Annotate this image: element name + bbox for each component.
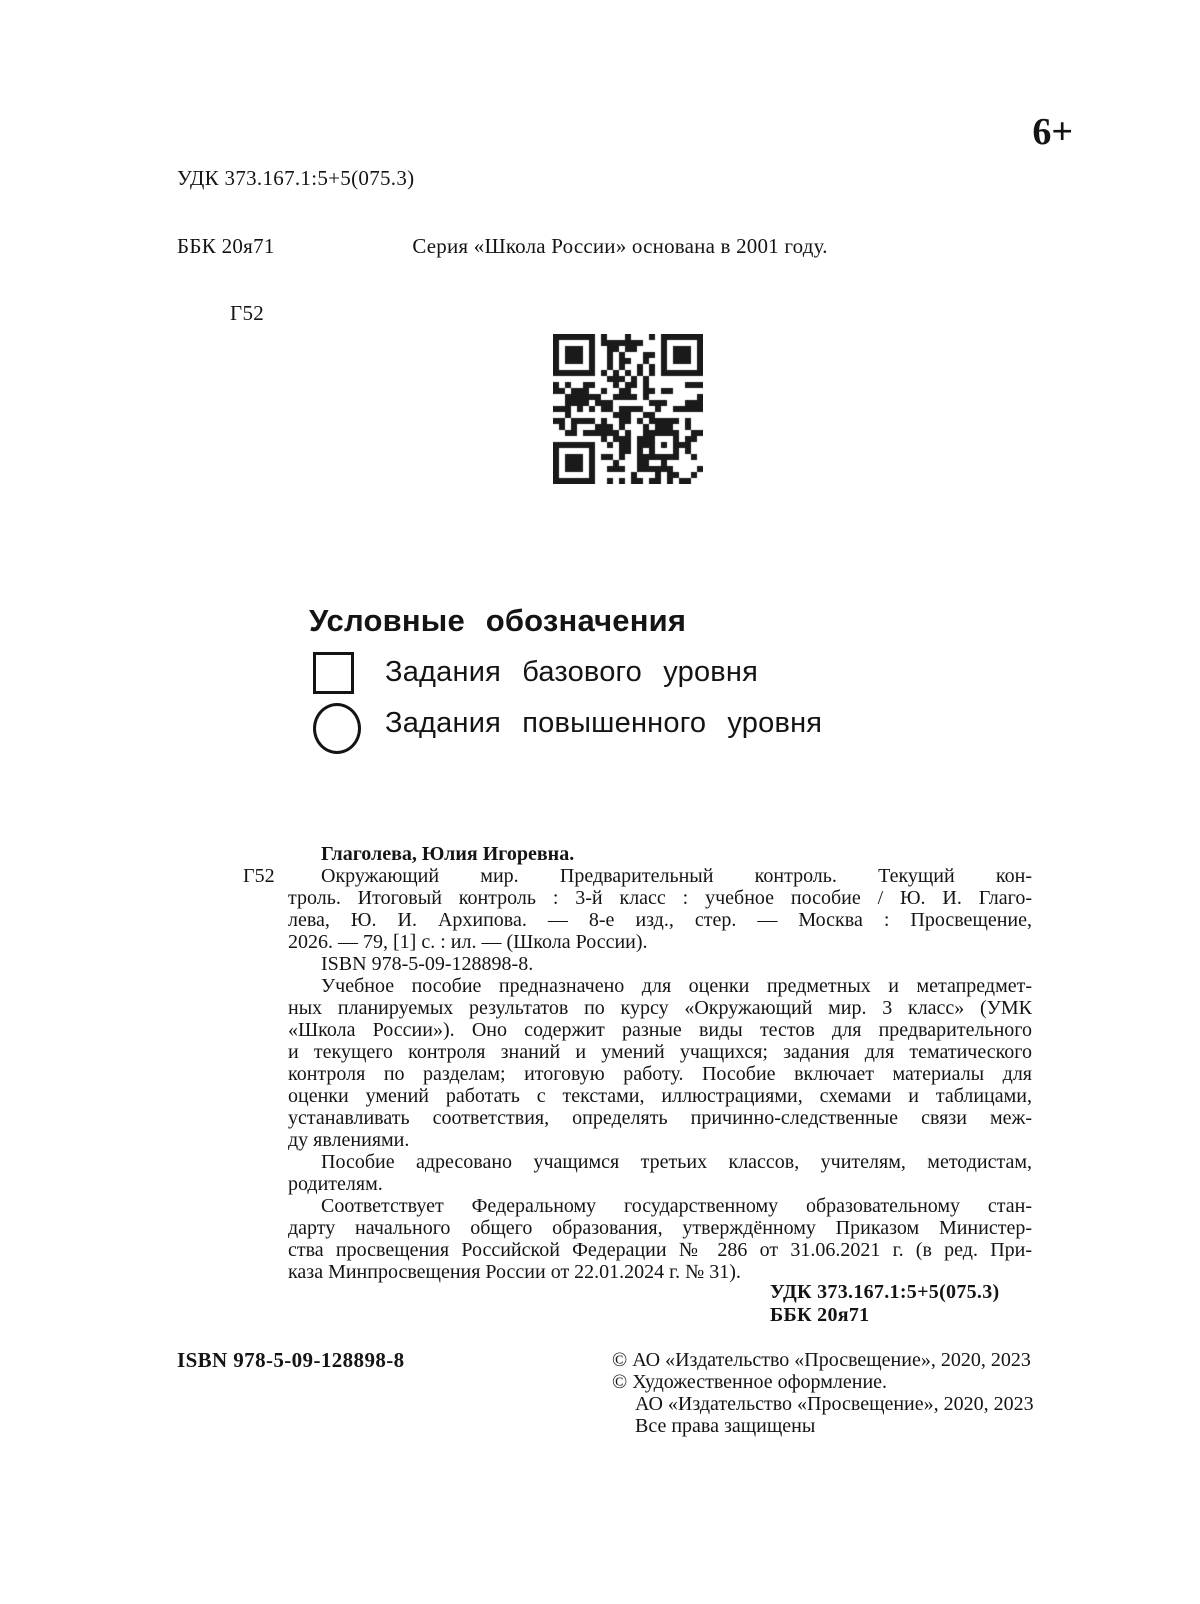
text-line: и текущего контроля знаний и умений учащихся; задания для тематического xyxy=(288,1041,1032,1063)
text-line: © АО «Издательство «Просвещение», 2020, 2023 xyxy=(612,1349,1031,1371)
square-outline-icon xyxy=(313,652,354,694)
text-line: устанавливать соответствия, определять причинно-следственные связи меж- xyxy=(288,1107,1032,1129)
text-line: Учебное пособие предназначено для оценки предметных и метапредмет- xyxy=(321,975,1032,997)
qr-code xyxy=(553,334,703,484)
text-line: ных планируемых результатов по курсу «Окружающий мир. 3 класс» (УМК xyxy=(288,997,1032,1019)
text-line: ства просвещения Российской Федерации № 286 от 31.06.2021 г. (в ред. При- xyxy=(288,1239,1032,1261)
circle-outline-icon xyxy=(313,703,361,754)
text-line: АО «Издательство «Просвещение», 2020, 2023 xyxy=(635,1393,1034,1415)
isbn-number: ISBN 978-5-09-128898-8 xyxy=(177,1348,405,1372)
udc-code: УДК 373.167.1:5+5(075.3) xyxy=(177,166,415,190)
annotation xyxy=(288,975,1032,1283)
legend-label-base: Задания базового уровня xyxy=(385,656,759,688)
text-line: лева, Ю. И. Архипова. — 8-е изд., стер. — Москва : Просвещение, xyxy=(288,909,1032,931)
text-line: Соответствует Федеральному государственному образовательному стан- xyxy=(321,1195,1032,1217)
copyright-block xyxy=(612,1349,1034,1437)
cataloguing-codes-bottom xyxy=(770,1281,1000,1327)
catalog-and-annotation-column xyxy=(288,843,1032,1283)
text-line: «Школа России»). Оно содержит разные виды тестов для предварительного xyxy=(288,1019,1032,1041)
udc-code-bottom: УДК 373.167.1:5+5(075.3) xyxy=(770,1281,1000,1303)
catalog-card xyxy=(288,843,1032,975)
text-line: оценки умений работать с текстами, иллюстрациями, схемами и таблицами, xyxy=(288,1085,1032,1107)
bbk-code: ББК 20я71 xyxy=(177,233,275,258)
text-line: Окружающий мир. Предварительный контроль. Текущий кон- xyxy=(321,865,1032,887)
text-line: ду явлениями. xyxy=(288,1129,410,1151)
catalog-margin-code: Г52 xyxy=(243,865,275,887)
series-note: Серия «Школа России» основана в 2001 году. xyxy=(412,234,828,258)
text-line: Пособие адресовано учащимся третьих классов, учителям, методистам, xyxy=(321,1151,1032,1173)
text-line: родителям. xyxy=(288,1173,383,1195)
text-line: каза Минпросвещения России от 22.01.2024 г. № 31). xyxy=(288,1261,741,1283)
text-line: Глаголева, Юлия Игоревна. xyxy=(321,843,575,865)
age-rating-badge: 6+ xyxy=(1032,111,1073,153)
text-line: 2026. — 79, [1] с. : ил. — (Школа России). xyxy=(288,931,648,953)
author-sign-code: Г52 xyxy=(230,301,265,325)
text-line: контроля по разделам; итоговую работу. Пособие включает материалы для xyxy=(288,1063,1032,1085)
text-line: дарту начального общего образования, утверждённому Приказом Министер- xyxy=(288,1217,1032,1239)
bbk-code-bottom: ББК 20я71 xyxy=(770,1304,870,1326)
text-line: троль. Итоговый контроль : 3-й класс : учебное пособие / Ю. И. Глаго- xyxy=(288,887,1032,909)
legend-title: Условные обозначения xyxy=(309,603,687,638)
legend-label-advanced: Задания повышенного уровня xyxy=(385,707,823,739)
text-line: © Художественное оформление. xyxy=(612,1371,888,1393)
text-line: Все права защищены xyxy=(635,1415,816,1437)
text-line: ISBN 978-5-09-128898-8. xyxy=(321,953,534,975)
